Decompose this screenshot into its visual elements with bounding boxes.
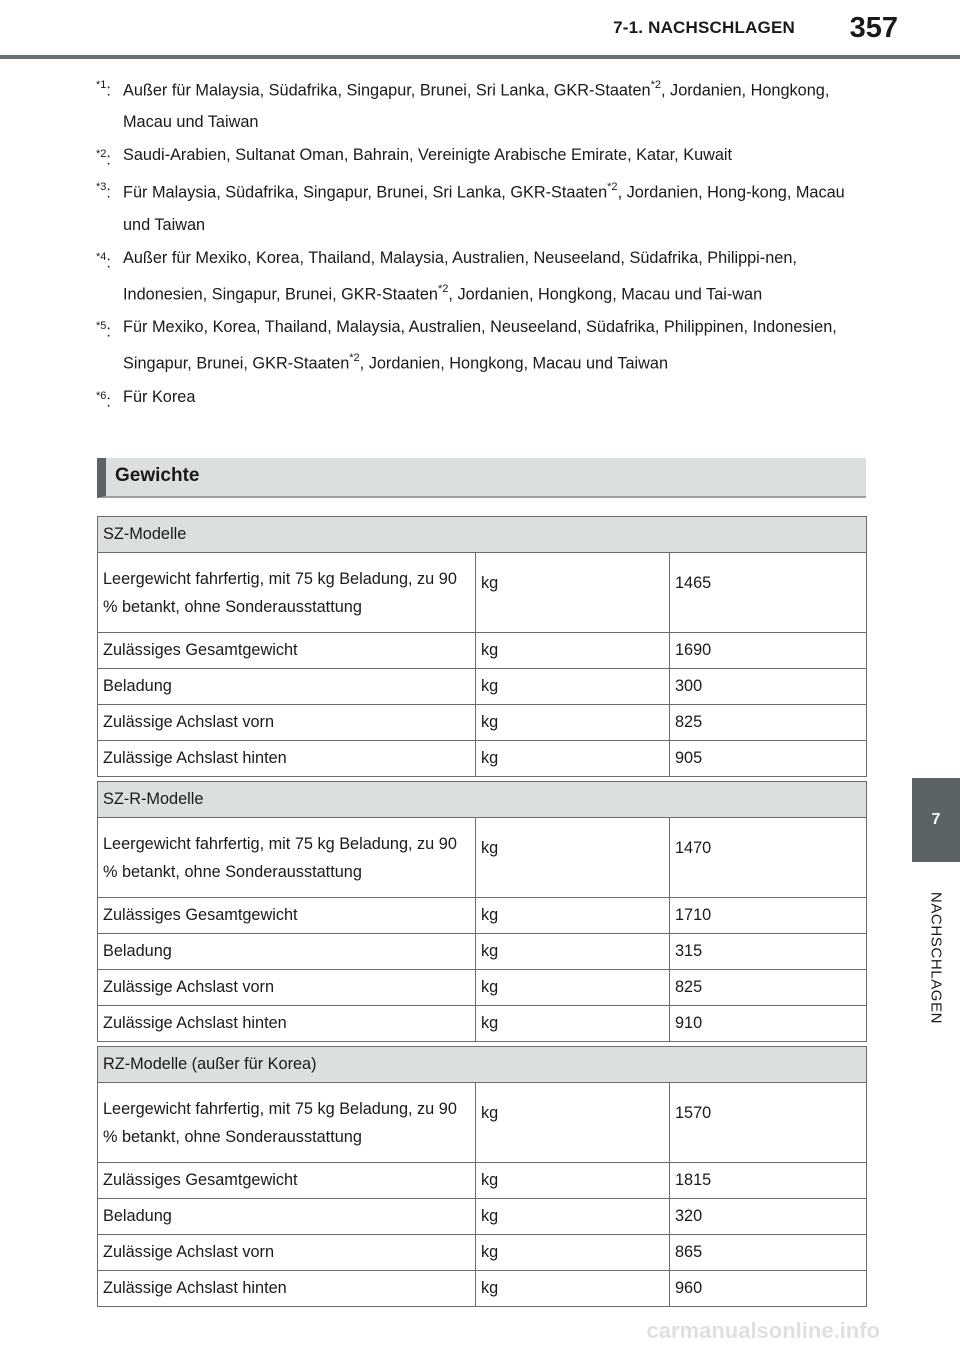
- cell-label: Beladung: [98, 1199, 476, 1235]
- table-row: [98, 970, 867, 1006]
- cell-label: Zulässiges Gesamtgewicht: [98, 633, 476, 669]
- cell-value: 1815: [670, 1163, 867, 1199]
- footnote-reference: *2: [607, 181, 618, 194]
- cell-value: 960: [670, 1271, 867, 1307]
- cell-unit: kg: [476, 553, 670, 633]
- table-row: [98, 1163, 867, 1199]
- table-row: [98, 1235, 867, 1271]
- section-heading: [97, 458, 866, 498]
- footnote-reference: *2: [650, 79, 661, 91]
- table-row: [98, 1006, 867, 1042]
- cell-value: 865: [670, 1235, 867, 1271]
- footnote-marker: $^{*6}$:: [96, 389, 111, 411]
- cell-label: Zulässige Achslast hinten: [98, 741, 476, 777]
- cell-label: Leergewicht fahrfertig, mit 75 kg Beladung, zu 90 % betankt, ohne Sonderausstattung: [98, 553, 476, 633]
- footnote-reference: *2: [437, 282, 449, 295]
- chapter-label: NACHSCHLAGEN: [927, 891, 945, 1025]
- table-title: SZ-R-Modelle: [98, 782, 867, 818]
- footnote-marker: $^{*1}$:: [96, 79, 111, 100]
- footnote-text: , Jordanien, Hongkong, Macau und Tai-wan: [448, 285, 763, 304]
- cell-value: 1570: [670, 1083, 867, 1163]
- weights-table-sz: [97, 516, 867, 777]
- footnote-marker: $^{*2}$:: [96, 148, 111, 169]
- table-row: [98, 669, 867, 705]
- cell-value: 905: [670, 741, 867, 777]
- section-title-text: Gewichte: [115, 465, 200, 486]
- table-row: [98, 741, 867, 777]
- cell-label: Zulässiges Gesamtgewicht: [98, 898, 476, 934]
- cell-value: 1690: [670, 633, 867, 669]
- table-row: [98, 633, 867, 669]
- section-title: 7-1. NACHSCHLAGEN: [613, 18, 795, 37]
- cell-value: 315: [670, 934, 867, 970]
- cell-label: Zulässige Achslast vorn: [98, 705, 476, 741]
- cell-value: 1710: [670, 898, 867, 934]
- cell-label: Zulässige Achslast vorn: [98, 1235, 476, 1271]
- footnote-marker: $^{*4}$:: [96, 250, 111, 272]
- weights-table-sz-r: [97, 781, 867, 1042]
- footnote: [96, 242, 866, 310]
- table-row: [98, 1271, 867, 1307]
- cell-unit: kg: [476, 1271, 670, 1307]
- table-row: [98, 818, 867, 898]
- page-header: [0, 0, 960, 60]
- table-title: RZ-Modelle (außer für Korea): [98, 1047, 867, 1083]
- footnote: [96, 381, 866, 413]
- footnote-text: Außer für Mexiko, Korea, Thailand, Malaysia, Australien, Neuseeland, Südafrika, Philippi-nen, Indonesien, Singapur, Brunei, GKR-Staaten: [123, 248, 797, 304]
- footnote-text: Außer für Malaysia, Südafrika, Singapur, Brunei, Sri Lanka, GKR-Staaten: [123, 81, 651, 100]
- cell-label: Zulässige Achslast hinten: [98, 1271, 476, 1307]
- cell-label: Leergewicht fahrfertig, mit 75 kg Beladung, zu 90 % betankt, ohne Sonderausstattung: [98, 818, 476, 898]
- header-divider: [0, 55, 960, 59]
- cell-value: 825: [670, 970, 867, 1006]
- cell-unit: kg: [476, 1006, 670, 1042]
- footnote-reference: *2: [349, 352, 360, 365]
- cell-label: Zulässiges Gesamtgewicht: [98, 1163, 476, 1199]
- cell-label: Beladung: [98, 669, 476, 705]
- footnote: [96, 172, 866, 240]
- cell-value: 825: [670, 705, 867, 741]
- cell-unit: kg: [476, 633, 670, 669]
- footnote-text: , Jordanien, Hongkong, Macau und Taiwan: [359, 354, 669, 373]
- footnote-text: Für Malaysia, Südafrika, Singapur, Brunei, Sri Lanka, GKR-Staaten: [123, 183, 608, 202]
- footnote-text: , Jordanien, Hong-kong, Macau und Taiwan: [123, 183, 845, 234]
- cell-value: 300: [670, 669, 867, 705]
- footnote: [96, 311, 866, 379]
- cell-unit: kg: [476, 1163, 670, 1199]
- table-row: [98, 1083, 867, 1163]
- footnotes: [96, 70, 866, 414]
- table-row: [98, 705, 867, 741]
- footnote-text: Für Korea: [123, 387, 196, 406]
- cell-unit: kg: [476, 741, 670, 777]
- footnote-text: , Jordanien, Hongkong, Macau und Taiwan: [123, 81, 830, 132]
- cell-value: 320: [670, 1199, 867, 1235]
- footnote-marker: $^{*5}$:: [96, 320, 111, 341]
- cell-label: Beladung: [98, 934, 476, 970]
- table-row: [98, 553, 867, 633]
- weights-table-rz: [97, 1046, 867, 1307]
- table-row: [98, 934, 867, 970]
- cell-unit: kg: [476, 970, 670, 1006]
- footnote-text: Für Mexiko, Korea, Thailand, Malaysia, Australien, Neuseeland, Südafrika, Philippinen, Indonesien, Singapur, Brunei, GKR-Staaten: [123, 318, 837, 373]
- cell-unit: kg: [476, 705, 670, 741]
- page-number: 357: [849, 12, 898, 44]
- cell-unit: kg: [476, 818, 670, 898]
- footnote-text: Saudi-Arabien, Sultanat Oman, Bahrain, Vereinigte Arabische Emirate, Katar, Kuwait: [123, 146, 733, 165]
- cell-unit: kg: [476, 1235, 670, 1271]
- footnote: [96, 139, 866, 171]
- footnote-marker: $^{*3}$:: [96, 181, 111, 202]
- cell-label: Zulässige Achslast vorn: [98, 970, 476, 1006]
- cell-label: Zulässige Achslast hinten: [98, 1006, 476, 1042]
- cell-value: 1465: [670, 553, 867, 633]
- cell-unit: kg: [476, 669, 670, 705]
- cell-unit: kg: [476, 1199, 670, 1235]
- cell-value: 1470: [670, 818, 867, 898]
- footnote: [96, 70, 866, 138]
- table-row: [98, 898, 867, 934]
- chapter-tab: 7: [912, 778, 960, 862]
- cell-unit: kg: [476, 898, 670, 934]
- cell-unit: kg: [476, 934, 670, 970]
- cell-label: Leergewicht fahrfertig, mit 75 kg Beladung, zu 90 % betankt, ohne Sonderausstattung: [98, 1083, 476, 1163]
- cell-value: 910: [670, 1006, 867, 1042]
- table-title: SZ-Modelle: [98, 517, 867, 553]
- cell-unit: kg: [476, 1083, 670, 1163]
- table-row: [98, 1199, 867, 1235]
- watermark: carmanualsonline.info: [646, 1318, 880, 1343]
